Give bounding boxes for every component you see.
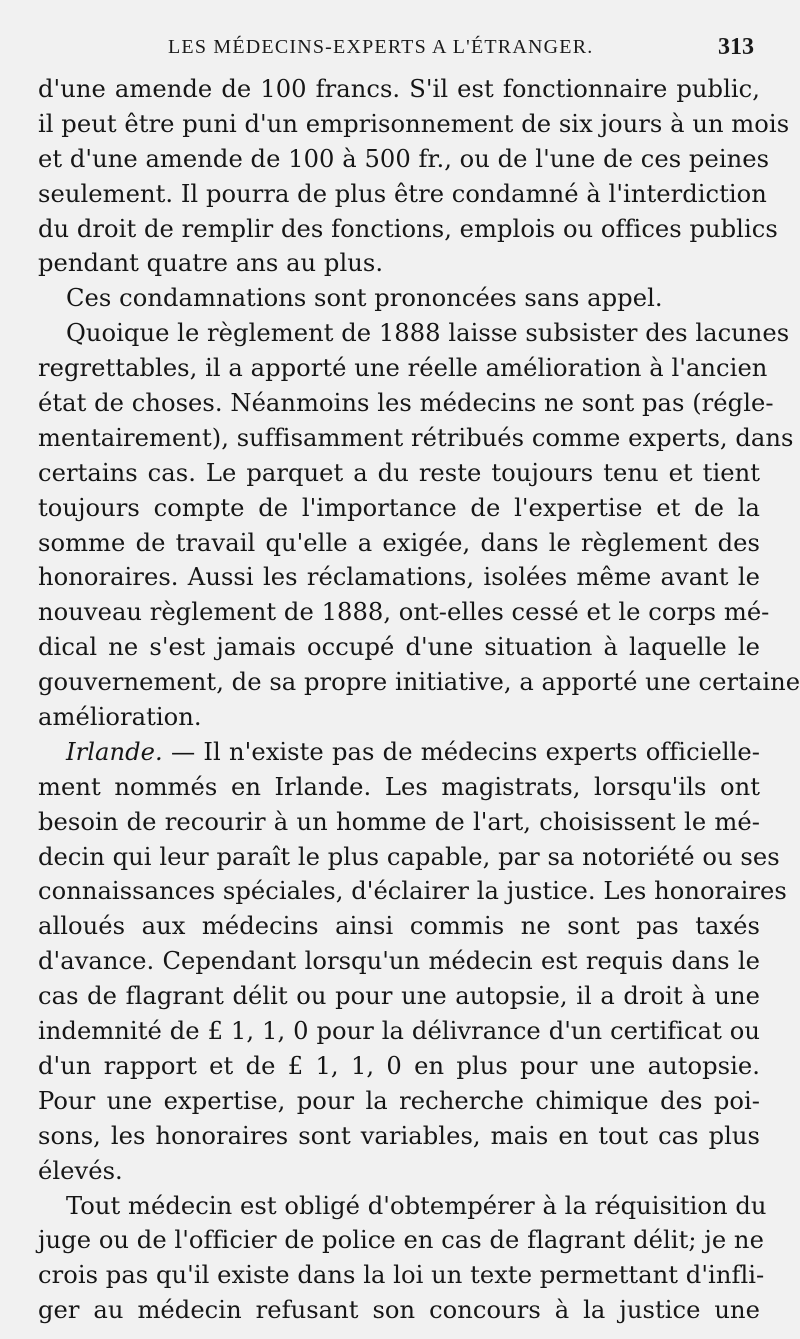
- text-line: il peut être puni d'un emprisonnement de six jours à un mois: [38, 109, 790, 138]
- text-line: gouvernement, de sa propre initiative, a apporté une certaine: [38, 668, 800, 697]
- text-line: ment nommés en Irlande. Les magistrats, lorsqu'ils ont: [38, 772, 760, 801]
- body-text: [38, 72, 800, 1328]
- text-line: nouveau règlement de 1888, ont-elles cessé et le corps mé-: [38, 598, 770, 627]
- text-line: dical ne s'est jamais occupé d'une situation à laquelle le: [38, 633, 760, 662]
- text-line: ger au médecin refusant son concours à la justice une: [38, 1296, 760, 1325]
- text-line-fragment: — Il n'existe pas de médecins experts officielle-: [170, 737, 760, 766]
- text-line: cas de flagrant délit ou pour une autopsie, il a droit à une: [38, 982, 760, 1011]
- text-line: indemnité de £ 1, 1, 0 pour la délivrance d'un certificat ou: [38, 1017, 760, 1046]
- page-number: 313: [718, 34, 754, 60]
- text-line: d'avance. Cependant lorsqu'un médecin est requis dans le: [38, 947, 760, 976]
- text-line: sons, les honoraires sont variables, mais en tout cas plus: [38, 1121, 760, 1150]
- text-line: certains cas. Le parquet a du reste toujours tenu et tient: [38, 458, 760, 487]
- text-line: decin qui leur paraît le plus capable, par sa notoriété ou ses: [38, 842, 780, 871]
- running-header-title: LES MÉDECINS-EXPERTS A L'ÉTRANGER.: [168, 36, 594, 58]
- section-line: [38, 735, 760, 770]
- text-line: crois pas qu'il existe dans la loi un texte permettant d'infli-: [38, 1261, 765, 1290]
- text-line: état de choses. Néanmoins les médecins ne sont pas (régle-: [38, 389, 774, 418]
- text-line: mentairement), suffisamment rétribués comme experts, dans: [38, 423, 794, 452]
- text-line: toujours compte de l'importance de l'expertise et de la: [38, 493, 760, 522]
- text-line: alloués aux médecins ainsi commis ne sont pas taxés: [38, 912, 760, 941]
- text-line: Ces condamnations sont prononcées sans appel.: [66, 284, 663, 313]
- text-line: élevés.: [38, 1156, 123, 1185]
- text-line: d'un rapport et de £ 1, 1, 0 en plus pour une autopsie.: [38, 1051, 760, 1080]
- running-header: [0, 36, 800, 68]
- text-line: Quoique le règlement de 1888 laisse subsister des lacunes: [66, 319, 790, 348]
- text-line: connaissances spéciales, d'éclairer la justice. Les honoraires: [38, 877, 787, 906]
- text-line: amélioration.: [38, 703, 202, 732]
- text-line: et d'une amende de 100 à 500 fr., ou de l'une de ces peines: [38, 144, 770, 173]
- text-line: juge ou de l'officier de police en cas de flagrant délit; je ne: [38, 1226, 764, 1255]
- text-line: du droit de remplir des fonctions, emplois ou offices publics: [38, 214, 778, 243]
- section-heading-irlande: Irlande.: [66, 737, 163, 766]
- text-line: besoin de recourir à un homme de l'art, choisissent le mé-: [38, 807, 760, 836]
- text-line: d'une amende de 100 francs. S'il est fonctionnaire public,: [38, 75, 760, 103]
- text-line: Tout médecin est obligé d'obtempérer à la réquisition du: [66, 1191, 767, 1220]
- text-line: regrettables, il a apporté une réelle amélioration à l'ancien: [38, 354, 768, 383]
- text-line: somme de travail qu'elle a exigée, dans le règlement des: [38, 528, 760, 557]
- text-line: pendant quatre ans au plus.: [38, 249, 384, 278]
- text-line: seulement. Il pourra de plus être condamné à l'interdiction: [38, 179, 767, 208]
- text-line: Pour une expertise, pour la recherche chimique des poi-: [38, 1086, 760, 1115]
- text-line: honoraires. Aussi les réclamations, isolées même avant le: [38, 563, 760, 592]
